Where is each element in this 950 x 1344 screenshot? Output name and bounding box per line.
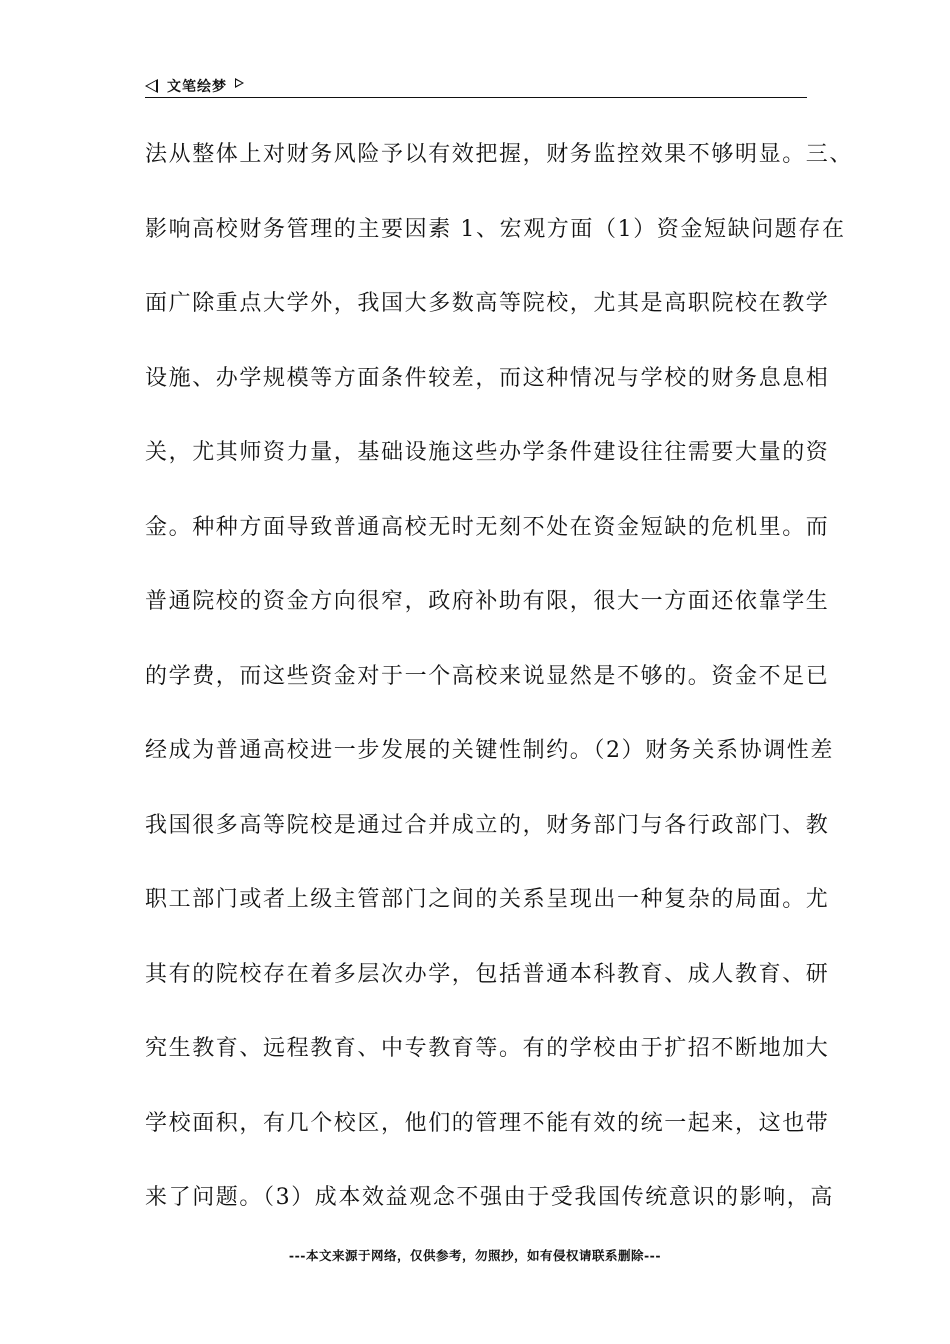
text-line: 来了问题。（3）成本效益观念不强由于受我国传统意识的影响，高 (145, 1185, 834, 1210)
text-line: 其有的院校存在着多层次办学，包括普通本科教育、成人教育、研 (145, 961, 830, 987)
text-line: 职工部门或者上级主管部门之间的关系呈现出一种复杂的局面。尤 (145, 887, 830, 912)
body-text (145, 130, 854, 1248)
text-line: 的学费，而这些资金对于一个高校来说显然是不够的。资金不足已 (145, 663, 830, 689)
header-divider (145, 97, 807, 98)
text-line: 经成为普通高校进一步发展的关键性制约。（2）财务关系协调性差 (145, 738, 834, 763)
page-header (145, 74, 807, 98)
triangle-left-icon (145, 79, 158, 93)
text-line: 学校面积，有几个校区，他们的管理不能有效的统一起来，这也带 (145, 1110, 830, 1136)
text-line: 面广除重点大学外，我国大多数高等院校，尤其是高职院校在教学 (145, 291, 830, 316)
page-footer: ---本文来源于网络，仅供参考，勿照抄，如有侵权请联系删除--- (288, 1248, 662, 1263)
text-line: 究生教育、远程教育、中专教育等。有的学校由于扩招不断地加大 (145, 1036, 830, 1061)
text-line: 设施、办学规模等方面条件较差，而这种情况与学校的财务息息相 (145, 365, 830, 391)
text-line: 关，尤其师资力量，基础设施这些办学条件建设往往需要大量的资 (145, 440, 830, 465)
header-title: 文笔绘梦 (167, 79, 227, 95)
text-line: 金。种种方面导致普通高校无时无刻不处在资金短缺的危机里。而 (145, 514, 830, 540)
text-line: 普通院校的资金方向很窄，政府补助有限，很大一方面还依靠学生 (145, 589, 830, 614)
triangle-right-icon (235, 78, 244, 88)
text-line: 影响高校财务管理的主要因素 1、宏观方面（1）资金短缺问题存在 (145, 216, 846, 242)
text-line: 我国很多高等院校是通过合并成立的，财务部门与各行政部门、教 (145, 812, 830, 838)
text-line: 法从整体上对财务风险予以有效把握，财务监控效果不够明显。三、 (145, 142, 854, 167)
